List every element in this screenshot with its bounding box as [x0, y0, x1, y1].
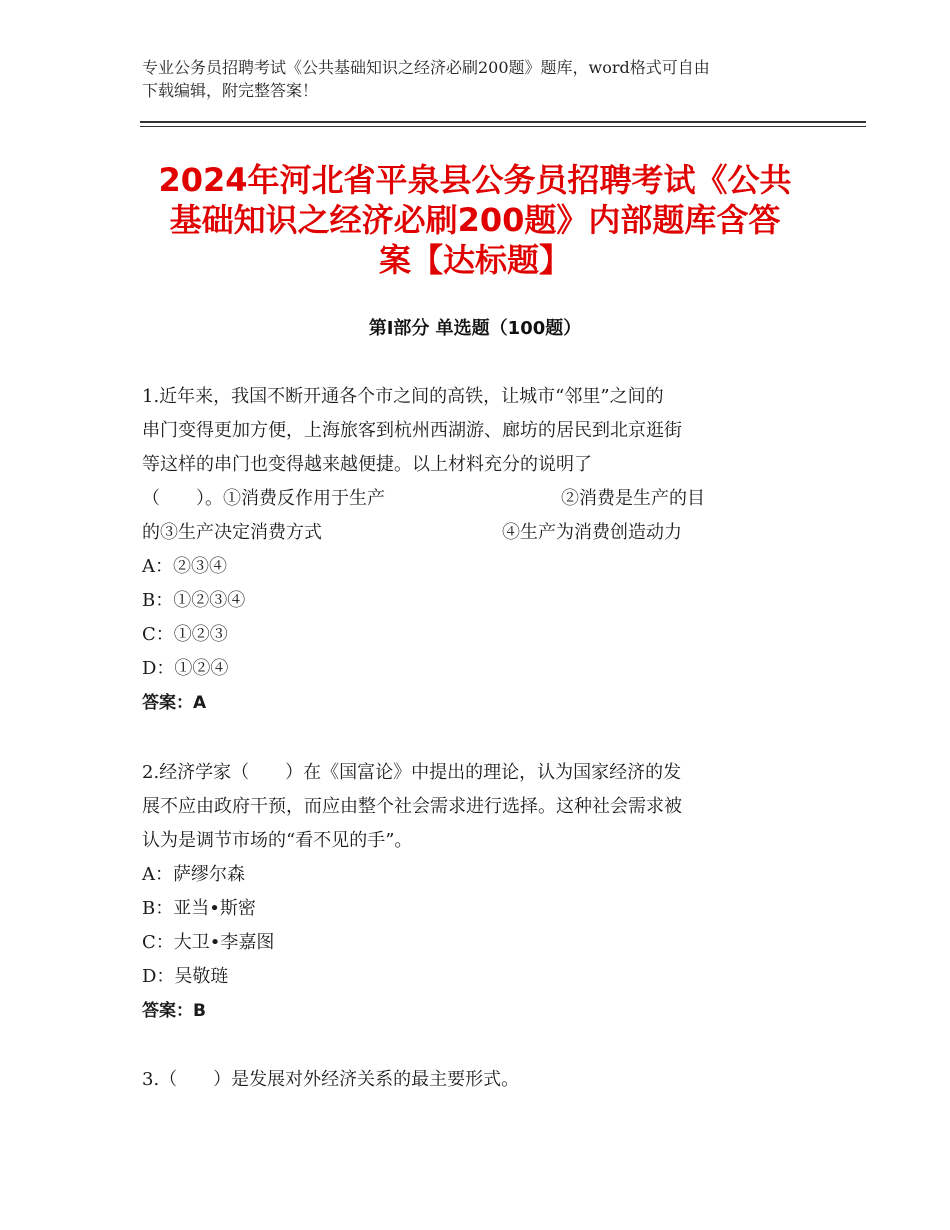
statement-text: 的③生产决定消费方式: [142, 522, 322, 543]
answer-key: 答案：A: [142, 693, 207, 713]
document-title-line: 基础知识之经济必刷200题》内部题库含答: [169, 201, 781, 239]
document-title: [140, 160, 810, 280]
answer-option-b: B：亚当•斯密: [142, 898, 256, 919]
answer-option-a: A：②③④: [142, 556, 227, 577]
question-stem-line: 1.近年来，我国不断开通各个市之间的高铁，让城市“邻里”之间的: [142, 386, 664, 407]
document-title-line: 2024年河北省平泉县公务员招聘考试《公共: [158, 161, 792, 199]
statement-spacer: [322, 516, 502, 550]
question-3: [142, 1063, 802, 1097]
header-note-line: 专业公务员招聘考试《公共基础知识之经济必刷200题》题库，word格式可自由: [142, 58, 710, 77]
answer-option-d: D：吴敬琏: [142, 966, 229, 987]
answer-option-c: C：大卫•李嘉图: [142, 932, 275, 953]
question-1: [142, 380, 802, 720]
question-stem-line: 认为是调节市场的“看不见的手”。: [142, 830, 413, 851]
header-note: [142, 56, 822, 102]
answer-option-a: A：萨缪尔森: [142, 864, 245, 885]
statement-row: [142, 482, 802, 516]
question-stem-line: 3.（ ）是发展对外经济关系的最主要形式。: [142, 1069, 520, 1090]
section-title: 第Ⅰ部分 单选题（100题）: [368, 318, 582, 339]
answer-option-b: B：①②③④: [142, 590, 246, 611]
statement-text: （ ）。①消费反作用于生产: [142, 488, 385, 509]
header-divider-thick: [140, 121, 866, 123]
statement-spacer: [385, 482, 561, 516]
statement-row: [142, 516, 802, 550]
question-stem-line: 串门变得更加方便，上海旅客到杭州西湖游、廊坊的居民到北京逛街: [142, 420, 682, 441]
question-stem-line: 等这样的串门也变得越来越便捷。以上材料充分的说明了: [142, 454, 592, 475]
question-2: [142, 756, 802, 1028]
document-title-line: 案【达标题】: [378, 241, 571, 279]
header-divider-thin: [140, 126, 866, 127]
answer-option-c: C：①②③: [142, 624, 228, 645]
question-stem-line: 2.经济学家（ ）在《国富论》中提出的理论，认为国家经济的发: [142, 762, 682, 783]
header-note-line: 下载编辑，附完整答案！: [142, 81, 319, 100]
answer-option-d: D：①②④: [142, 658, 229, 679]
statement-text: ④生产为消费创造动力: [502, 522, 682, 543]
question-stem-line: 展不应由政府干预，而应由整个社会需求进行选择。这种社会需求被: [142, 796, 682, 817]
statement-text: ②消费是生产的目: [561, 488, 705, 509]
answer-key: 答案：B: [142, 1001, 206, 1021]
